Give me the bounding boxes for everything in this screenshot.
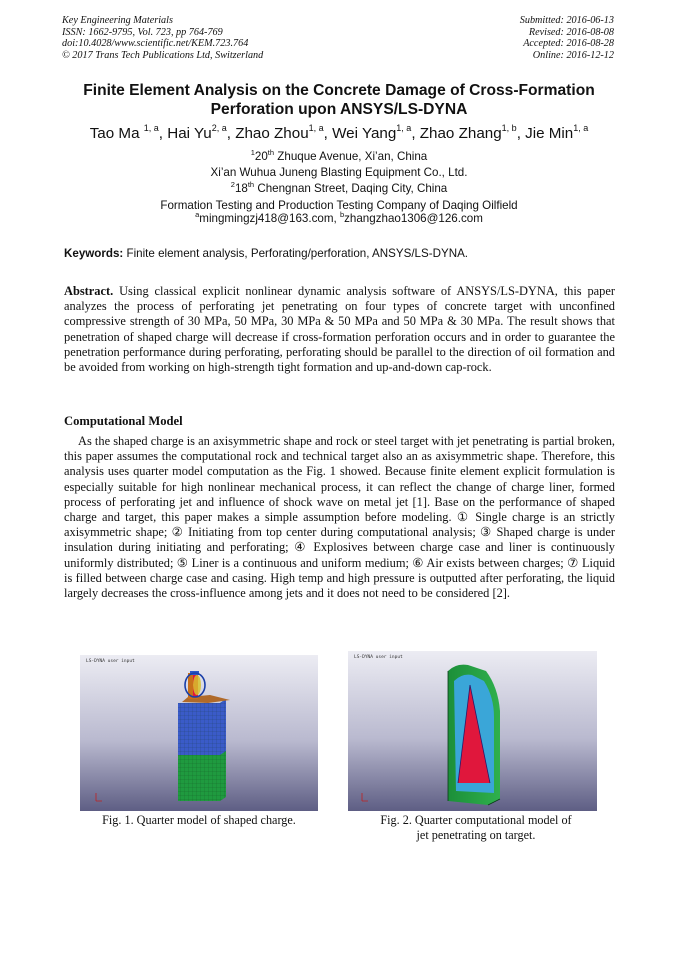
journal-issn: ISSN: 1662-9795, Vol. 723, pp 764-769 <box>62 26 223 38</box>
date-online: Online: 2016-12-12 <box>532 49 614 61</box>
section-paragraph: As the shaped charge is an axisymmetric shape and rock or steel target with jet penetrating is partial broken, this paper assumes the computational rock and technical target also an as axisymmetric shape. Therefore, this analysis uses quarter model computation as the Fig. 1 showed. Because finite element explicit formulation is especially suitable for high nonlinear mechanical process, it can reflect the change of charge liner, formed process of perforating jet and influence of shock wave on metal jet [1]. Base on the performance of shaped charge and target, this paper makes a simple assumption before modeling. ① Single charge is an strictly axisymmetric shape; ② Initiating from top center during computational analysis; ③ Shaped charge is under insulation during initiating and perforating; ④ Explosives between charge case and liner is continuously uniformly distributed; ⑤ Liner is a continuous and uniform medium; ⑥ Air exists between charges; ⑦ Liquid is filled between charge case and casing. High temp and high pressure is outputted after perforating, the liquid largely decreases the cross-influence among jets and it does not need to be considered [2]. <box>64 434 615 601</box>
author-name: Tao Ma <box>89 125 140 142</box>
author-name: Hai Yu <box>167 125 212 142</box>
affiliation-1-org: Xi’an Wuhua Juneng Blasting Equipment Co., Ltd. <box>210 166 468 180</box>
author-affiliation-mark: 1, a <box>308 123 324 133</box>
date-submitted: Submitted: 2016-06-13 <box>519 15 614 26</box>
author-affiliation-mark: 1, a <box>573 123 589 133</box>
section-heading: Computational Model <box>64 414 183 428</box>
author-list: Tao Ma $^{1, a}$, Hai Yu$^{2, a}$, Zhao Zhou$^{1, a}$, Wei Yang$^{1, a}$, Zhao Zhang$^{1, b}$, Jie Min$^{1, a}$ <box>89 123 589 142</box>
figure-2-image <box>348 651 597 811</box>
abstract <box>64 284 615 375</box>
affiliations <box>40 149 638 214</box>
author-name: Zhao Zhang <box>419 125 502 142</box>
figure-1-image <box>80 655 318 811</box>
fig1-software-label: LS-DYNA user input <box>86 659 135 664</box>
keywords-label: Keywords: <box>64 247 124 260</box>
author-affiliation-mark: 1, a <box>143 123 159 133</box>
author-emails: $^a$mingmingzj418@163.com, $^b$zhangzhao1306@126.com <box>195 210 483 225</box>
fig2-software-label: LS-DYNA user input <box>354 655 403 660</box>
keywords <box>64 247 616 260</box>
journal-header <box>62 15 263 61</box>
paper-title: Finite Element Analysis on the Concrete Damage of Cross-Formation Perforation upon ANSYS/LS-DYNA <box>83 82 595 118</box>
affiliation-1-address: $^1$20th Zhuque Avenue, Xi’an, China <box>250 148 428 163</box>
journal-copyright: © 2017 Trans Tech Publications Ltd, Switzerland <box>62 49 264 61</box>
figure-1-caption: Fig. 1. Quarter model of shaped charge. <box>102 813 296 827</box>
author-affiliation-mark: 1, b <box>501 123 517 133</box>
figure-2-caption-line2: jet penetrating on target. <box>416 828 536 842</box>
email-a[interactable]: mingmingzj418@163.com, <box>199 212 340 225</box>
affiliation-2-org: Formation Testing and Production Testing Company of Daqing Oilfield <box>160 198 518 212</box>
date-accepted: Accepted: 2016-08-28 <box>523 38 614 50</box>
abstract-text: Using classical explicit nonlinear dynamic analysis software of ANSYS/LS-DYNA, this paper analyzes the process of perforating jet penetrating on four types of concrete target with unconfined compressive strength of 30 MPa, 50 MPa, 30 MPa & 50 MPa and 50 MPa & 30 MPa. The result shows that penetration of shaped charge will decrease if cross-formation perforation occurs and in order to guarantee the penetration performance during perforating, perforating should be parallel to the direction of oil formation and be avoided from working on high-strength tight formation and up-and-down cap-rock. <box>64 284 615 375</box>
keywords-text: Finite element analysis, Perforating/perforation, ANSYS/LS-DYNA. <box>123 247 469 260</box>
author-name: Wei Yang <box>332 125 397 142</box>
figure-2-caption-line1: Fig. 2. Quarter computational model of <box>380 813 572 827</box>
author-name: Zhao Zhou <box>235 125 309 142</box>
dates-header <box>520 15 614 61</box>
author-affiliation-mark: 1, a <box>396 123 412 133</box>
author-name: Jie Min <box>525 125 574 142</box>
date-revised: Revised: 2016-08-08 <box>528 26 614 38</box>
author-affiliation-mark: 2, a <box>211 123 227 133</box>
journal-doi[interactable]: doi:10.4028/www.scientific.net/KEM.723.764 <box>62 38 249 50</box>
figure-2-caption <box>350 813 602 843</box>
journal-name: Key Engineering Materials <box>62 15 173 26</box>
email-b[interactable]: zhangzhao1306@126.com <box>344 212 483 225</box>
abstract-label: Abstract. <box>64 284 114 298</box>
affiliation-2-address: $^2$18th Chengnan Street, Daqing City, China <box>230 180 448 196</box>
